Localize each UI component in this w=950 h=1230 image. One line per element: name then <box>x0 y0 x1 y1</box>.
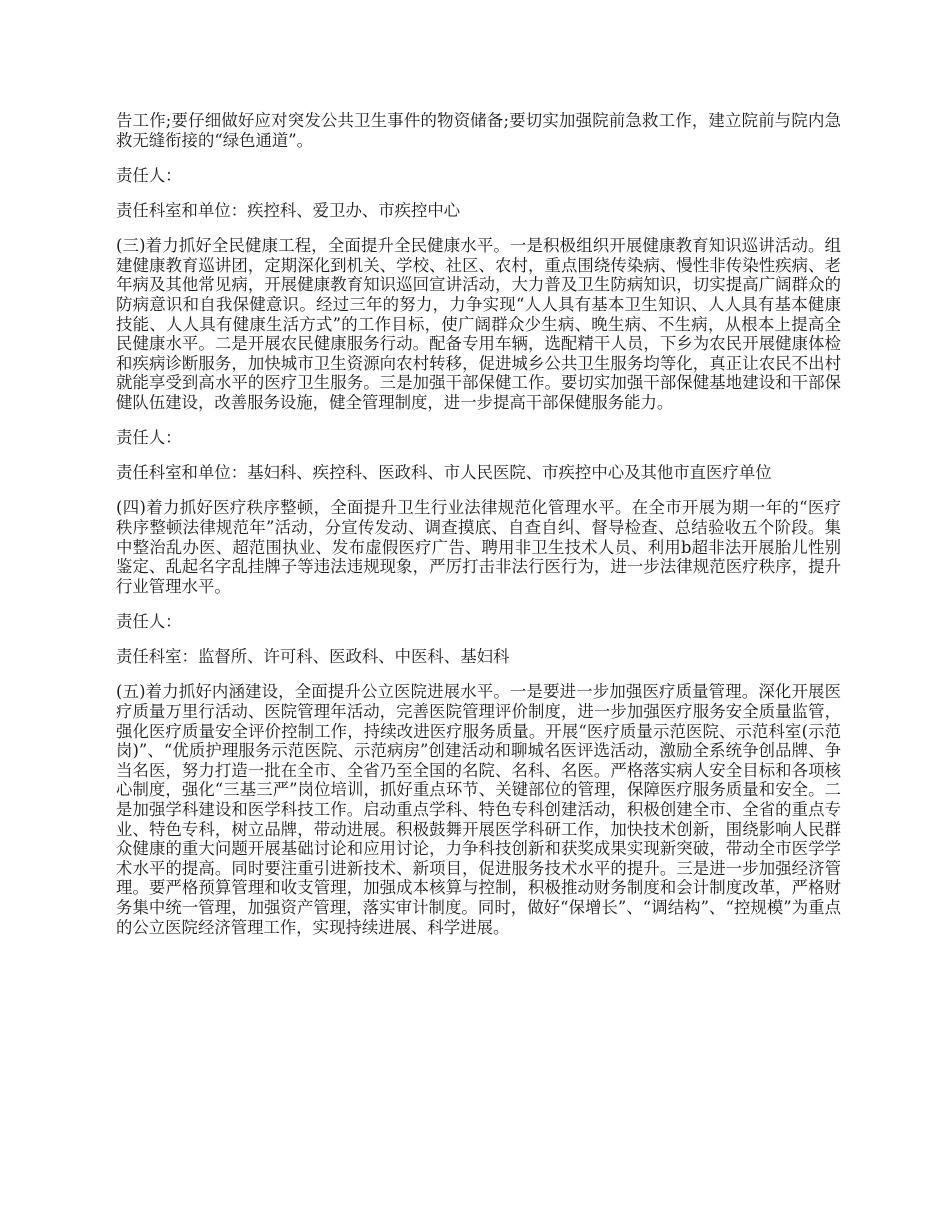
responsible-departments: 责任科室和单位：基妇科、疾控科、医政科、市人民医院、市疾控中心及其他市直医疗单位 <box>116 463 772 483</box>
paragraph-continuation: 告工作;要仔细做好应对突发公共卫生事件的物资储备;要切实加强院前急救工作，建立院前与院内急救无缝衔接的“绿色通道”。 <box>116 111 841 150</box>
responsible-departments: 责任科室和单位：疾控科、爱卫办、市疾控中心 <box>116 200 461 220</box>
responsible-departments: 责任科室：监督所、许可科、医政科、中医科、基妇科 <box>116 647 510 667</box>
responsible-person-label: 责任人： <box>116 428 182 448</box>
responsible-person-label: 责任人： <box>116 165 182 185</box>
section-3-paragraph: (三)着力抓好全民健康工程，全面提升全民健康水平。一是积极组织开展健康教育知识巡讲活动。组建健康教育巡讲团，定期深化到机关、学校、社区、农村，重点围绕传染病、慢性非传染性疾病、老年病及其他常见病，开展健康教育知识巡回宣讲活动，大力普及卫生防病知识，切实提高广阔群众的防病意识和自我保健意识。经过三年的努力，力争实现“人人具有基本卫生知识、人人具有基本健康技能、人人具有健康生活方式”的工作目标，使广阔群众少生病、晚生病、不生病，从根本上提高全民健康水平。二是开展农民健康服务行动。配备专用车辆，选配精干人员，下乡为农民开展健康体检和疾病诊断服务，加快城市卫生资源向农村转移，促进城乡公共卫生服务均等化，真正让农民不出村就能享受到高水平的医疗卫生服务。三是加强干部保健工作。要切实加强干部保健基地建设和干部保健队伍建设，改善服务设施，健全管理制度，进一步提高干部保健服务能力。 <box>116 236 841 412</box>
section-4-paragraph: (四)着力抓好医疗秩序整顿，全面提升卫生行业法律规范化管理水平。在全市开展为期一年的“医疗秩序整顿法律规范年”活动，分宣传发动、调查摸底、自查自纠、督导检查、总结验收五个阶段。集中整治乱办医、超范围执业、发布虚假医疗广告、聘用非卫生技术人员、利用b超非法开展胎儿性别鉴定、乱起名字乱挂牌子等违法违规现象，严厉打击非法行医行为，进一步法律规范医疗秩序，提升行业管理水平。 <box>116 498 841 596</box>
document-body <box>116 111 841 953</box>
responsible-person-label: 责任人： <box>116 612 182 632</box>
section-5-paragraph: (五)着力抓好内涵建设，全面提升公立医院进展水平。一是要进一步加强医疗质量管理。深化开展医疗质量万里行活动、医院管理年活动，完善医院管理评价制度，进一步加强医疗服务安全质量监管，强化医疗质量安全评价控制工作，持续改进医疗服务质量。开展“医疗质量示范医院、示范科室(示范岗)”、“优质护理服务示范医院、示范病房”创建活动和聊城名医评选活动，激励全系统争创品牌、争当名医，努力打造一批在全市、全省乃至全国的名院、名科、名医。严格落实病人安全目标和各项核心制度，强化“三基三严”岗位培训，抓好重点环节、关键部位的管理，保障医疗服务质量和安全。二是加强学科建设和医学科技工作。启动重点学科、特色专科创建活动，积极创建全市、全省的重点专业、特色专科，树立品牌，带动进展。积极鼓舞开展医学科研工作，加快技术创新，围绕影响人民群众健康的重大问题开展基础讨论和应用讨论，力争科技创新和获奖成果实现新突破，带动全市医学学术水平的提高。同时要注重引进新技术、新项目，促进服务技术水平的提升。三是进一步加强经济管理。要严格预算管理和收支管理，加强成本核算与控制，积极推动财务制度和会计制度改革，严格财务集中统一管理，加强资产管理，落实审计制度。同时，做好“保增长”、“调结构”、“控规模”为重点的公立医院经济管理工作，实现持续进展、科学进展。 <box>116 682 841 937</box>
